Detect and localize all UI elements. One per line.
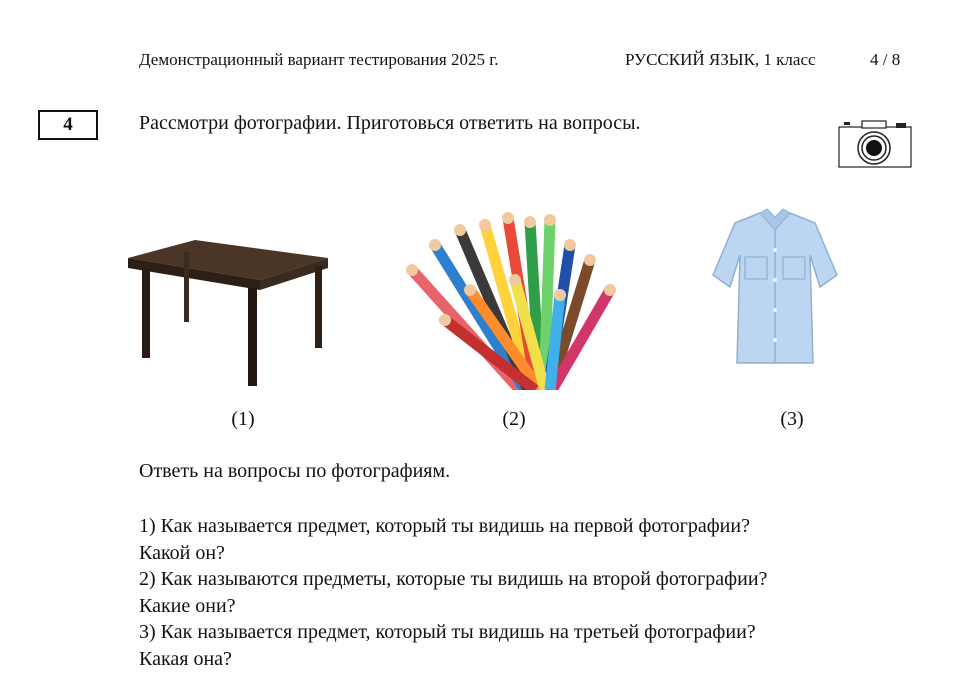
photo-pencils: [400, 200, 625, 390]
question-2: [139, 566, 905, 619]
photo-caption-2: (2): [502, 408, 526, 430]
photo-shirt: [665, 195, 885, 385]
camera-icon: [838, 118, 912, 168]
header-subject: РУССКИЙ ЯЗЫК, 1 класс: [625, 50, 816, 69]
question-list: [139, 513, 905, 672]
questions-intro: Ответь на вопросы по фотографиям.: [139, 460, 451, 482]
question-3-followup: Какая она?: [139, 647, 232, 670]
question-3-text: 3) Как называется предмет, который ты видишь на третьей фотографии?: [139, 621, 756, 643]
question-3: [139, 619, 905, 672]
photo-table: [120, 228, 335, 388]
photo-caption-1: (1): [231, 408, 255, 430]
header-test-title: Демонстрационный вариант тестирования 2025 г.: [139, 50, 499, 69]
question-1-followup: Какой он?: [139, 541, 225, 564]
photo-caption-3: (3): [780, 408, 804, 430]
task-number-box: 4: [38, 110, 98, 140]
task-instruction: Рассмотри фотографии. Приготовься ответить на вопросы.: [139, 112, 641, 134]
question-1-text: 1) Как называется предмет, который ты видишь на первой фотографии?: [139, 515, 750, 537]
question-2-text: 2) Как называются предметы, которые ты видишь на второй фотографии?: [139, 568, 768, 590]
header-page-number: 4 / 8: [870, 50, 901, 69]
question-2-followup: Какие они?: [139, 594, 236, 617]
question-1: [139, 513, 905, 566]
